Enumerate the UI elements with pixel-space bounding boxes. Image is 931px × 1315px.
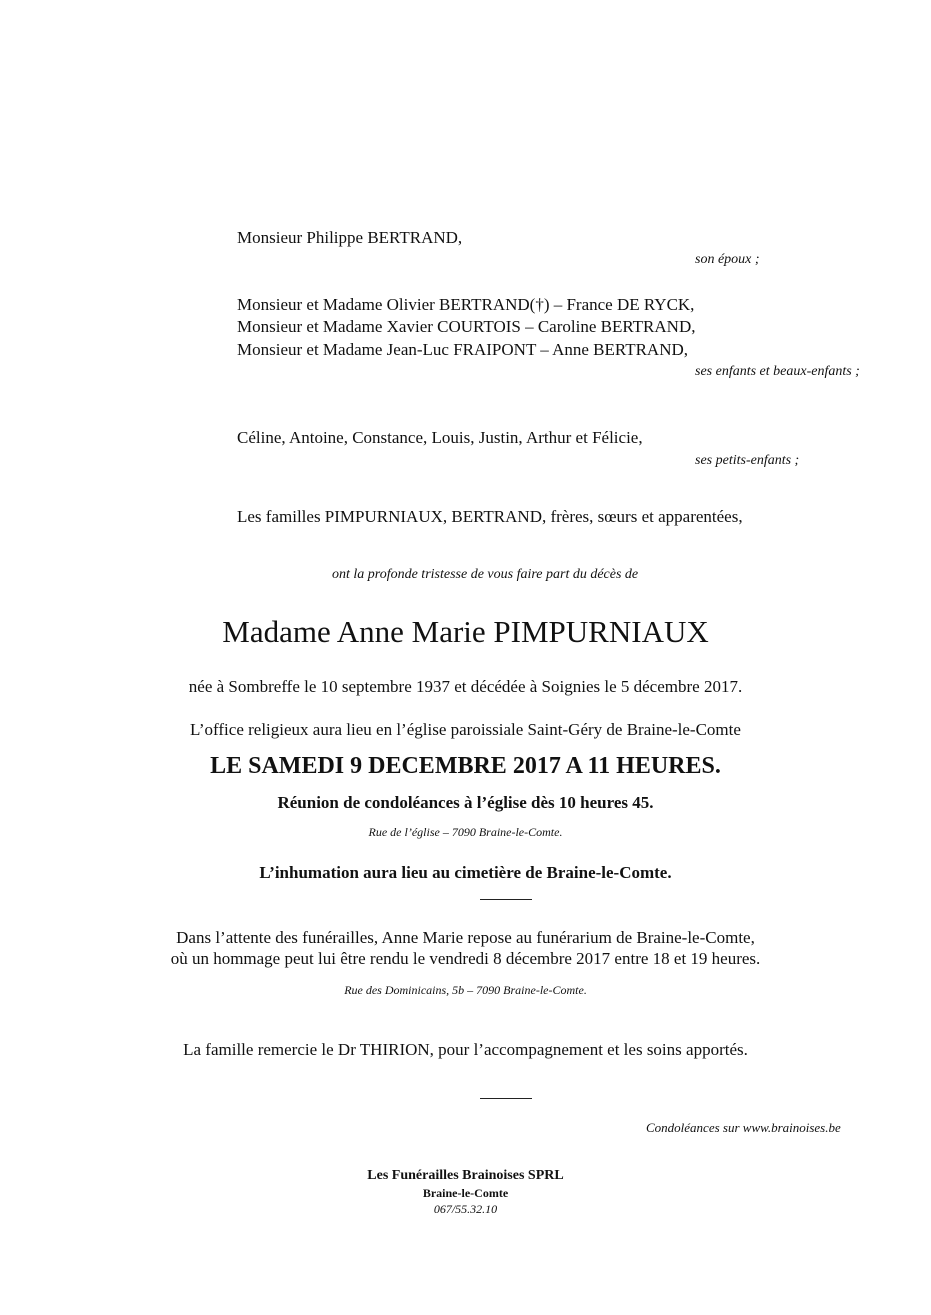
church-address: Rue de l’église – 7090 Braine-le-Comte. [368,825,563,839]
child-line-1: Monsieur et Madame Olivier BERTRAND(†) – France DE RYCK, [237,295,695,314]
deceased-name: Madame Anne Marie PIMPURNIAUX [222,614,709,649]
burial-text: L’inhumation aura lieu au cimetière de Braine-le-Comte. [259,863,672,882]
funerarium-line-1: Dans l’attente des funérailles, Anne Marie repose au funérarium de Braine-le-Comte, [176,928,755,947]
grandchildren-role: ses petits-enfants ; [695,453,800,468]
extended-families: Les familles PIMPURNIAUX, BERTRAND, frères, sœurs et apparentées, [237,507,743,526]
husband-name: Monsieur Philippe BERTRAND, [237,228,463,247]
funeral-home-name: Les Funérailles Brainoises SPRL [367,1168,564,1183]
funeral-home-phone: 067/55.32.10 [433,1202,498,1216]
husband-role: son époux ; [695,252,760,267]
grandchildren-names: Céline, Antoine, Constance, Louis, Justin, Arthur et Félicie, [237,428,643,447]
divider-2 [480,1098,532,1099]
funeral-home-city: Braine-le-Comte [422,1186,509,1200]
announcement-intro: ont la profonde tristesse de vous faire part du décès de [332,567,639,582]
online-condolences: Condoléances sur www.brainoises.be [646,1120,841,1135]
child-line-3: Monsieur et Madame Jean-Luc FRAIPONT – Anne BERTRAND, [237,340,688,359]
divider-1 [480,899,532,900]
thanks-text: La famille remercie le Dr THIRION, pour l’accompagnement et les soins apportés. [183,1040,748,1059]
condolences-meeting: Réunion de condoléances à l’église dès 10 heures 45. [277,793,654,812]
funerarium-line-2: où un hommage peut lui être rendu le vendredi 8 décembre 2017 entre 18 et 19 heures. [170,949,761,968]
ceremony-date-time: LE SAMEDI 9 DECEMBRE 2017 A 11 HEURES. [210,753,721,779]
child-line-2: Monsieur et Madame Xavier COURTOIS – Caroline BERTRAND, [237,317,696,336]
office-text: L’office religieux aura lieu en l’église paroissiale Saint-Géry de Braine-le-Comte [190,720,741,739]
children-role: ses enfants et beaux-enfants ; [695,364,860,379]
birth-death-line: née à Sombreffe le 10 septembre 1937 et décédée à Soignies le 5 décembre 2017. [188,677,743,696]
funerarium-address: Rue des Dominicains, 5b – 7090 Braine-le-Comte. [344,983,587,997]
